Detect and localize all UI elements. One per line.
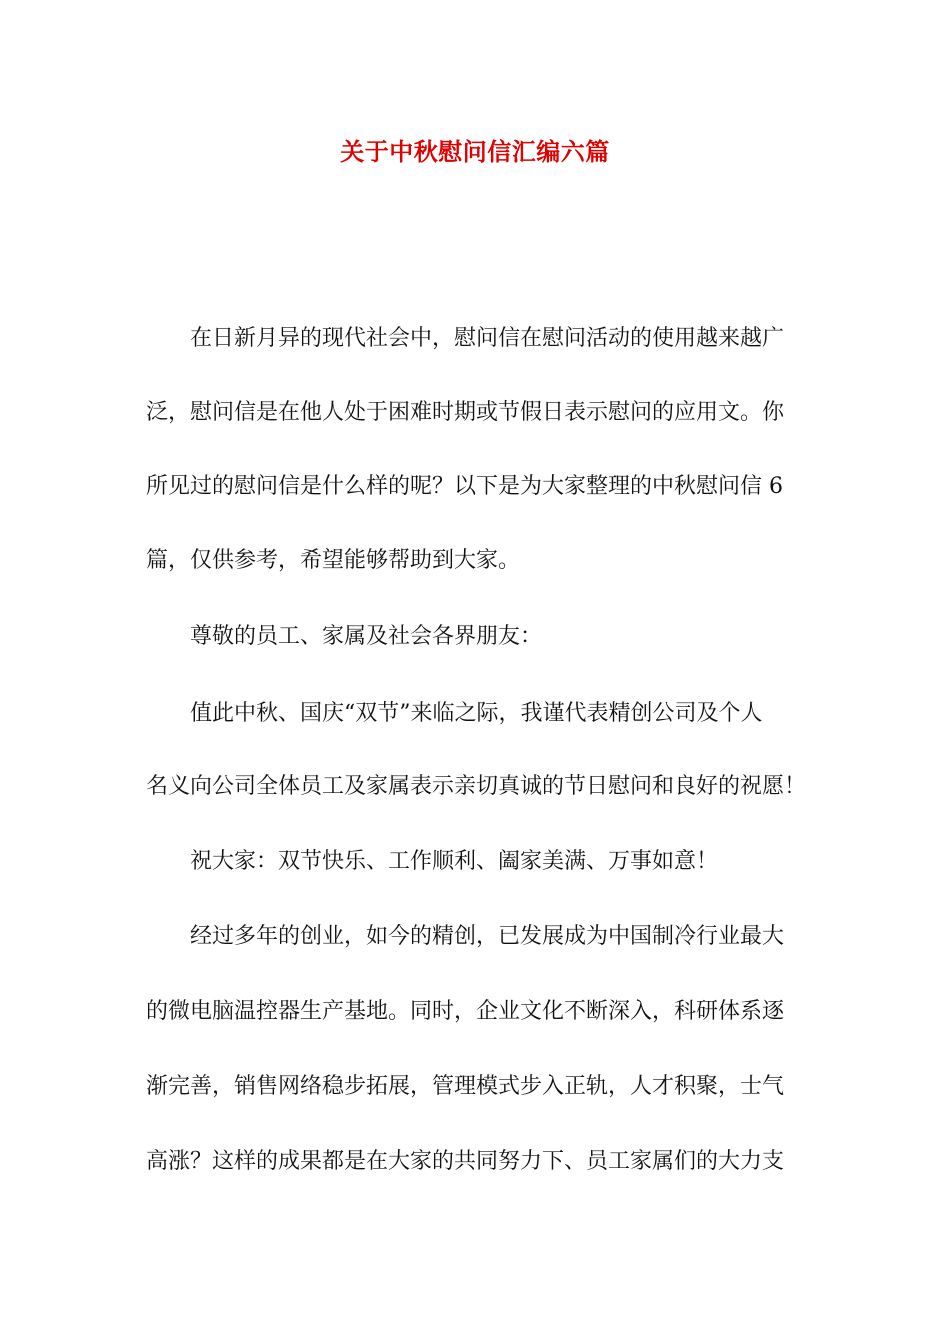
paragraph-line: 经过多年的创业，如今的精创，已发展成为中国制冷行业最大 [190, 924, 785, 949]
paragraph-line: 所见过的慰问信是什么样的呢？以下是为大家整理的中秋慰问信 6 [146, 474, 783, 499]
salutation-line: 尊敬的员工、家属及社会各界朋友： [190, 624, 543, 649]
document-title: 关于中秋慰问信汇编六篇 [340, 138, 610, 166]
paragraph-line: 值此中秋、国庆“双节”来临之际，我谨代表精创公司及个人 [190, 701, 763, 726]
paragraph-line: 在日新月异的现代社会中，慰问信在慰问活动的使用越来越广 [190, 326, 785, 351]
paragraph-line: 渐完善，销售网络稳步拓展，管理模式步入正轨，人才积聚，士气 [146, 1074, 785, 1099]
paragraph-line: 泛，慰问信是在他人处于困难时期或节假日表示慰问的应用文。你 [146, 400, 785, 425]
paragraph-line: 的微电脑温控器生产基地。同时，企业文化不断深入，科研体系逐 [146, 999, 785, 1024]
paragraph-line: 篇，仅供参考，希望能够帮助到大家。 [146, 548, 521, 573]
paragraph-line: 高涨？这样的成果都是在大家的共同努力下、员工家属们的大力支 [146, 1149, 785, 1174]
paragraph-line: 名义向公司全体员工及家属表示亲切真诚的节日慰问和良好的祝愿！ [146, 774, 807, 799]
paragraph-line: 祝大家：双节快乐、工作顺利、阖家美满、万事如意！ [190, 849, 719, 874]
